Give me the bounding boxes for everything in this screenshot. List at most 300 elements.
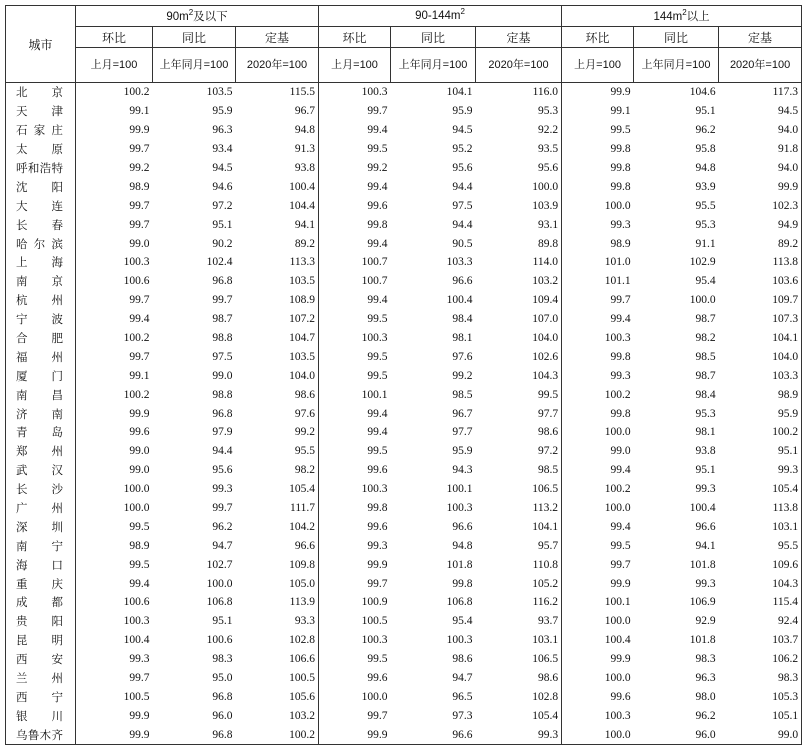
value-cell: 99.7: [129, 672, 150, 685]
city-cell: 长春: [6, 215, 76, 234]
value-cell: 100.7: [361, 256, 388, 269]
value-cell: 101.8: [689, 558, 716, 571]
value-cell: 91.8: [719, 140, 802, 159]
value-cell: 100.0: [604, 199, 631, 212]
value-cell: 90.5: [452, 237, 473, 250]
value-cell: 109.6: [719, 555, 802, 574]
value-cell: 100.3: [123, 256, 150, 269]
city-cell: 北京: [6, 83, 76, 102]
base-header: 上月=100: [319, 48, 391, 83]
value-cell: 89.2: [236, 234, 319, 253]
value-cell: 116.2: [476, 593, 562, 612]
value-cell: 94.8: [452, 539, 473, 552]
value-cell: 96.8: [212, 690, 233, 703]
value-cell: 113.9: [236, 593, 319, 612]
value-cell: 95.1: [212, 615, 233, 628]
value-cell: 96.0: [634, 725, 719, 744]
value-cell: 104.1: [446, 86, 473, 99]
value-cell: 94.9: [719, 215, 802, 234]
table-row: [6, 121, 802, 140]
value-cell: 95.1: [212, 218, 233, 231]
value-cell: 99.0: [719, 725, 802, 744]
value-cell: 103.5: [206, 86, 233, 99]
metric-header: 同比: [634, 27, 719, 48]
value-cell: 100.0: [123, 502, 150, 515]
city-cell: 深圳: [6, 517, 76, 536]
metric-header: 环比: [76, 27, 153, 48]
metric-header: 环比: [319, 27, 391, 48]
value-cell: 113.8: [719, 253, 802, 272]
value-cell: 100.4: [689, 502, 716, 515]
value-cell: 104.1: [719, 329, 802, 348]
value-cell: 107.3: [719, 310, 802, 329]
value-cell: 93.7: [476, 612, 562, 631]
value-cell: 113.2: [476, 499, 562, 518]
value-cell: 99.5: [367, 445, 388, 458]
value-cell: 101.0: [604, 256, 631, 269]
table-row: [6, 593, 802, 612]
city-cell: 青岛: [6, 423, 76, 442]
value-cell: 102.3: [719, 196, 802, 215]
value-cell: 93.1: [476, 215, 562, 234]
value-cell: 100.5: [123, 690, 150, 703]
value-cell: 96.5: [452, 690, 473, 703]
value-cell: 108.9: [236, 291, 319, 310]
value-cell: 115.4: [719, 593, 802, 612]
table-row: [6, 574, 802, 593]
value-cell: 102.8: [236, 631, 319, 650]
base-header: 2020年=100: [476, 48, 562, 83]
value-cell: 99.5: [476, 385, 562, 404]
base-header: 上年同月=100: [153, 48, 236, 83]
city-column-header: 城市: [6, 6, 76, 83]
value-cell: 98.3: [695, 653, 716, 666]
city-cell: 福州: [6, 347, 76, 366]
value-cell: 94.4: [212, 445, 233, 458]
metric-header: 定基: [719, 27, 802, 48]
value-cell: 95.3: [476, 102, 562, 121]
value-cell: 96.3: [212, 124, 233, 137]
value-cell: 100.7: [361, 275, 388, 288]
city-cell: 宁波: [6, 310, 76, 329]
value-cell: 99.6: [367, 672, 388, 685]
table-row: [6, 329, 802, 348]
value-cell: 98.6: [236, 385, 319, 404]
base-header: 上年同月=100: [391, 48, 476, 83]
value-cell: 100.3: [446, 502, 473, 515]
metric-header: 同比: [153, 27, 236, 48]
value-cell: 94.3: [452, 464, 473, 477]
value-cell: 99.4: [367, 124, 388, 137]
value-cell: 96.6: [391, 725, 476, 744]
value-cell: 95.5: [695, 199, 716, 212]
value-cell: 95.9: [719, 404, 802, 423]
value-cell: 98.2: [236, 461, 319, 480]
value-cell: 99.3: [476, 725, 562, 744]
group-sup: 2: [460, 7, 465, 16]
value-cell: 99.5: [129, 520, 150, 533]
value-cell: 99.4: [610, 520, 631, 533]
table-row: [6, 536, 802, 555]
value-cell: 97.9: [212, 426, 233, 439]
value-cell: 97.7: [476, 404, 562, 423]
value-cell: 99.1: [129, 105, 150, 118]
value-cell: 96.6: [452, 520, 473, 533]
value-cell: 106.5: [476, 650, 562, 669]
value-cell: 96.2: [695, 709, 716, 722]
value-cell: 98.6: [476, 423, 562, 442]
value-cell: 98.6: [452, 653, 473, 666]
value-cell: 99.7: [129, 350, 150, 363]
value-cell: 95.4: [695, 275, 716, 288]
value-cell: 94.4: [452, 218, 473, 231]
value-cell: 98.1: [695, 426, 716, 439]
value-cell: 99.6: [367, 520, 388, 533]
value-cell: 94.7: [212, 539, 233, 552]
value-cell: 99.3: [695, 483, 716, 496]
city-cell: 长沙: [6, 480, 76, 499]
value-cell: 97.3: [452, 709, 473, 722]
value-cell: 99.4: [367, 294, 388, 307]
value-cell: 97.2: [212, 199, 233, 212]
city-cell: 合肥: [6, 329, 76, 348]
value-cell: 100.3: [361, 86, 388, 99]
value-cell: 117.3: [719, 83, 802, 102]
value-cell: 102.9: [689, 256, 716, 269]
value-cell: 107.2: [236, 310, 319, 329]
value-cell: 104.6: [689, 86, 716, 99]
value-cell: 101.8: [446, 558, 473, 571]
value-cell: 100.6: [206, 634, 233, 647]
value-cell: 98.6: [476, 669, 562, 688]
value-cell: 105.4: [476, 706, 562, 725]
value-cell: 99.2: [367, 162, 388, 174]
table-row: [6, 517, 802, 536]
value-cell: 99.0: [129, 445, 150, 458]
table-row: [6, 499, 802, 518]
value-cell: 94.1: [236, 215, 319, 234]
value-cell: 99.5: [367, 143, 388, 156]
value-cell: 99.7: [129, 294, 150, 307]
value-cell: 99.5: [367, 313, 388, 326]
value-cell: 116.0: [476, 83, 562, 102]
value-cell: 95.3: [695, 218, 716, 231]
city-cell: 厦门: [6, 366, 76, 385]
value-cell: 99.8: [610, 407, 631, 420]
value-cell: 96.8: [153, 725, 236, 744]
value-cell: 110.8: [476, 555, 562, 574]
value-cell: 99.3: [610, 218, 631, 231]
value-cell: 95.1: [719, 442, 802, 461]
value-cell: 91.3: [236, 140, 319, 159]
group-sup: 2: [188, 8, 194, 17]
city-cell: 济南: [6, 404, 76, 423]
metric-header: 环比: [562, 27, 634, 48]
city-cell: 海口: [6, 555, 76, 574]
base-header: 上月=100: [76, 48, 153, 83]
value-cell: 95.9: [212, 105, 233, 118]
value-cell: 99.7: [367, 709, 388, 722]
value-cell: 98.5: [452, 388, 473, 401]
value-cell: 94.8: [695, 162, 716, 174]
group-suffix: 以上: [686, 11, 710, 23]
group-prefix: 144m: [653, 11, 683, 23]
value-cell: 95.5: [236, 442, 319, 461]
value-cell: 103.3: [446, 256, 473, 269]
value-cell: 105.4: [719, 480, 802, 499]
value-cell: 104.3: [719, 574, 802, 593]
value-cell: 94.1: [695, 539, 716, 552]
value-cell: 96.8: [212, 275, 233, 288]
value-cell: 94.0: [719, 159, 802, 178]
value-cell: 94.8: [236, 121, 319, 140]
value-cell: 100.0: [604, 426, 631, 439]
value-cell: 99.7: [610, 558, 631, 571]
value-cell: 100.6: [123, 596, 150, 609]
value-cell: 99.3: [610, 369, 631, 382]
value-cell: 99.4: [610, 464, 631, 477]
value-cell: 99.3: [212, 483, 233, 496]
value-cell: 99.8: [367, 502, 388, 515]
value-cell: 99.2: [236, 423, 319, 442]
city-cell: 沈阳: [6, 177, 76, 196]
value-cell: 100.4: [236, 177, 319, 196]
base-header: 2020年=100: [236, 48, 319, 83]
value-cell: 103.1: [476, 631, 562, 650]
value-cell: 105.1: [719, 706, 802, 725]
city-cell: 西安: [6, 650, 76, 669]
value-cell: 99.9: [76, 725, 153, 744]
value-cell: 99.6: [129, 426, 150, 439]
value-cell: 100.4: [123, 634, 150, 647]
value-cell: 103.5: [236, 347, 319, 366]
value-cell: 94.7: [452, 672, 473, 685]
value-cell: 99.9: [610, 577, 631, 590]
value-cell: 100.3: [123, 615, 150, 628]
value-cell: 99.5: [129, 558, 150, 571]
value-cell: 99.1: [610, 105, 631, 118]
value-cell: 94.0: [719, 121, 802, 140]
value-cell: 103.2: [236, 706, 319, 725]
value-cell: 99.4: [129, 313, 150, 326]
value-cell: 95.2: [452, 143, 473, 156]
value-cell: 95.9: [452, 445, 473, 458]
value-cell: 99.9: [129, 124, 150, 137]
value-cell: 100.0: [604, 502, 631, 515]
table-row: [6, 83, 802, 102]
value-cell: 99.9: [610, 653, 631, 666]
value-cell: 98.3: [719, 669, 802, 688]
value-cell: 100.0: [206, 577, 233, 590]
table-row: [6, 366, 802, 385]
value-cell: 99.9: [129, 709, 150, 722]
value-cell: 99.0: [129, 464, 150, 477]
value-cell: 99.3: [129, 653, 150, 666]
value-cell: 99.7: [129, 143, 150, 156]
value-cell: 98.3: [212, 653, 233, 666]
value-cell: 97.2: [476, 442, 562, 461]
table-row: [6, 196, 802, 215]
table-row: [6, 706, 802, 725]
value-cell: 99.9: [610, 86, 631, 99]
base-header: 上月=100: [562, 48, 634, 83]
value-cell: 106.9: [689, 596, 716, 609]
value-cell: 96.3: [695, 672, 716, 685]
value-cell: 98.8: [212, 332, 233, 345]
value-cell: 99.8: [452, 577, 473, 590]
value-cell: 104.0: [719, 347, 802, 366]
value-cell: 100.9: [361, 596, 388, 609]
value-cell: 109.8: [236, 555, 319, 574]
value-cell: 99.8: [610, 350, 631, 363]
table-row: [6, 347, 802, 366]
metric-header: 定基: [236, 27, 319, 48]
value-cell: 99.7: [367, 577, 388, 590]
value-cell: 105.2: [476, 574, 562, 593]
value-cell: 103.5: [236, 272, 319, 291]
value-cell: 93.8: [695, 445, 716, 458]
value-cell: 93.3: [236, 612, 319, 631]
value-cell: 94.5: [212, 162, 233, 174]
value-cell: 96.8: [212, 407, 233, 420]
value-cell: 99.3: [367, 539, 388, 552]
value-cell: 96.6: [695, 520, 716, 533]
value-cell: 95.6: [452, 162, 473, 174]
value-cell: 93.5: [476, 140, 562, 159]
table-row: [6, 234, 802, 253]
value-cell: 100.5: [361, 615, 388, 628]
value-cell: 103.9: [476, 196, 562, 215]
city-cell: 南京: [6, 272, 76, 291]
group-sup: 2: [682, 8, 687, 17]
city-cell: 武汉: [6, 461, 76, 480]
value-cell: 99.6: [367, 199, 388, 212]
city-cell: 西宁: [6, 688, 76, 707]
value-cell: 105.4: [236, 480, 319, 499]
value-cell: 99.7: [129, 218, 150, 231]
value-cell: 99.5: [610, 539, 631, 552]
value-cell: 98.4: [452, 313, 473, 326]
value-cell: 99.9: [129, 407, 150, 420]
city-cell: 石家庄: [6, 121, 76, 140]
value-cell: 100.3: [604, 709, 631, 722]
value-cell: 95.7: [476, 536, 562, 555]
value-cell: 106.8: [206, 596, 233, 609]
value-cell: 100.2: [123, 388, 150, 401]
value-cell: 98.9: [129, 539, 150, 552]
value-cell: 114.0: [476, 253, 562, 272]
table-row: [6, 669, 802, 688]
table-row: [6, 404, 802, 423]
value-cell: 98.7: [695, 369, 716, 382]
value-cell: 103.3: [719, 366, 802, 385]
city-cell: 贵阳: [6, 612, 76, 631]
value-cell: 91.1: [695, 237, 716, 250]
table-body: [6, 83, 802, 745]
value-cell: 95.3: [695, 407, 716, 420]
value-cell: 99.7: [129, 199, 150, 212]
value-cell: 103.1: [719, 517, 802, 536]
value-cell: 102.7: [206, 558, 233, 571]
value-cell: 100.2: [604, 483, 631, 496]
value-cell: 97.5: [212, 350, 233, 363]
city-cell: 天津: [6, 102, 76, 121]
value-cell: 100.4: [446, 294, 473, 307]
table-row: [6, 688, 802, 707]
value-cell: 96.6: [236, 536, 319, 555]
value-cell: 103.6: [719, 272, 802, 291]
value-cell: 98.1: [452, 332, 473, 345]
value-cell: 98.7: [212, 313, 233, 326]
base-header: 2020年=100: [719, 48, 802, 83]
value-cell: 105.3: [719, 688, 802, 707]
value-cell: 100.3: [446, 634, 473, 647]
value-cell: 99.8: [610, 143, 631, 156]
value-cell: 98.9: [129, 180, 150, 193]
value-cell: 106.2: [719, 650, 802, 669]
value-cell: 98.2: [695, 332, 716, 345]
value-cell: 96.7: [452, 407, 473, 420]
value-cell: 99.1: [129, 369, 150, 382]
value-cell: 100.2: [604, 388, 631, 401]
value-cell: 102.8: [476, 688, 562, 707]
value-cell: 96.2: [212, 520, 233, 533]
value-cell: 100.0: [361, 690, 388, 703]
group-suffix: 及以下: [193, 11, 228, 23]
value-cell: 96.0: [212, 709, 233, 722]
value-cell: 101.1: [604, 275, 631, 288]
table-row: [6, 215, 802, 234]
value-cell: 103.7: [719, 631, 802, 650]
value-cell: 100.3: [361, 332, 388, 345]
value-cell: 92.9: [695, 615, 716, 628]
table-row: [6, 480, 802, 499]
value-cell: 99.7: [610, 294, 631, 307]
value-cell: 100.4: [604, 634, 631, 647]
value-cell: 98.4: [695, 388, 716, 401]
city-cell: 郑州: [6, 442, 76, 461]
value-cell: 99.4: [367, 407, 388, 420]
value-cell: 95.6: [476, 159, 562, 178]
value-cell: 96.6: [452, 275, 473, 288]
value-cell: 100.2: [123, 332, 150, 345]
value-cell: 104.2: [236, 517, 319, 536]
value-cell: 97.7: [452, 426, 473, 439]
value-cell: 109.4: [476, 291, 562, 310]
value-cell: 113.8: [719, 499, 802, 518]
city-cell: 呼和浩特: [6, 159, 76, 178]
value-cell: 100.3: [604, 332, 631, 345]
group-prefix: 90m: [166, 11, 189, 23]
group-prefix: 90-144m: [415, 10, 461, 22]
value-cell: 99.4: [610, 313, 631, 326]
city-cell: 昆明: [6, 631, 76, 650]
value-cell: 100.0: [562, 725, 634, 744]
city-cell: 杭州: [6, 291, 76, 310]
value-cell: 99.4: [129, 577, 150, 590]
value-cell: 100.1: [604, 596, 631, 609]
value-cell: 102.6: [476, 347, 562, 366]
table-header: [6, 6, 802, 83]
value-cell: 95.1: [695, 105, 716, 118]
city-cell: 上海: [6, 253, 76, 272]
value-cell: 95.4: [452, 615, 473, 628]
value-cell: 100.0: [689, 294, 716, 307]
table-row: [6, 159, 802, 178]
value-cell: 99.9: [719, 177, 802, 196]
city-cell: 太原: [6, 140, 76, 159]
value-cell: 100.2: [123, 86, 150, 99]
